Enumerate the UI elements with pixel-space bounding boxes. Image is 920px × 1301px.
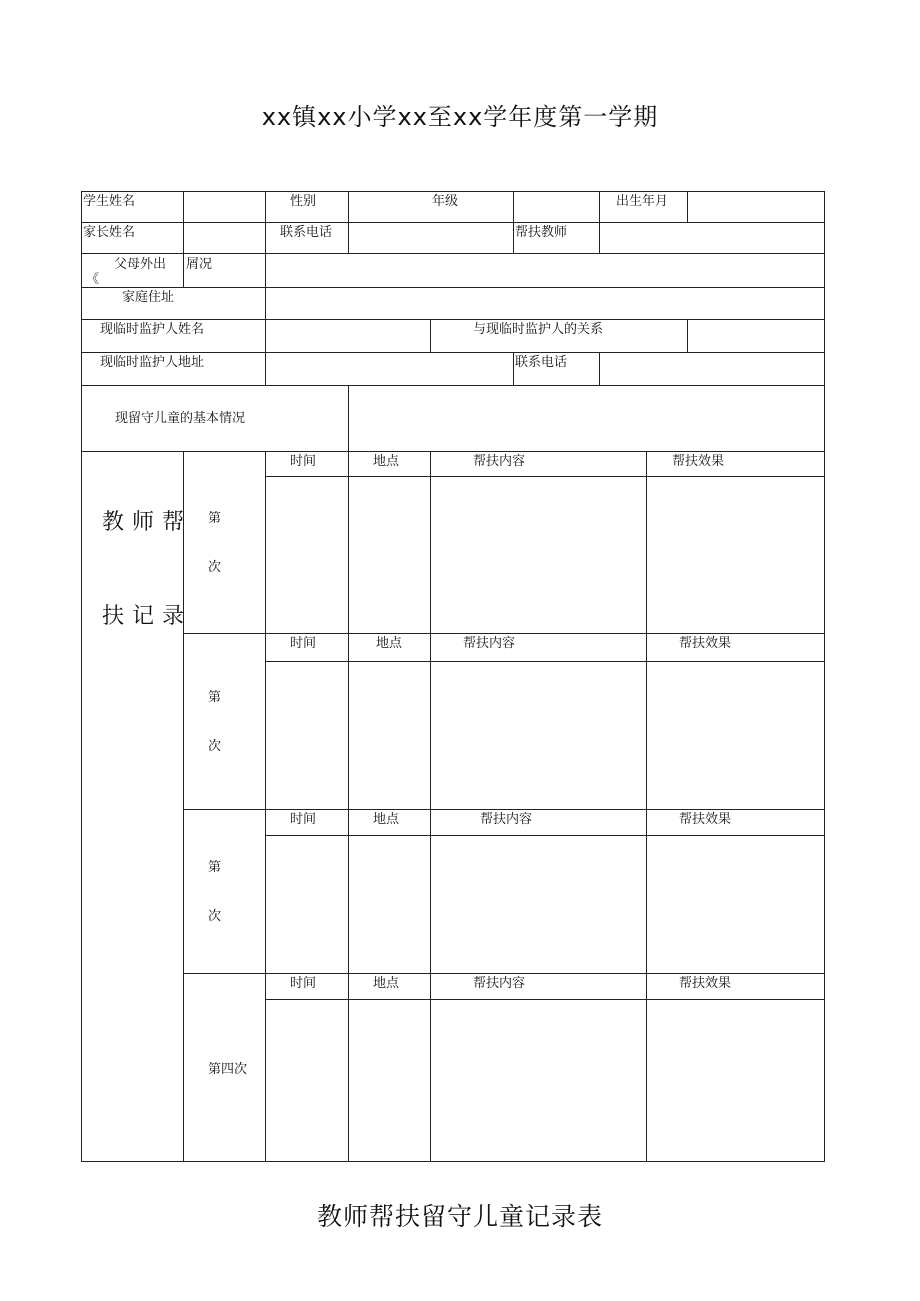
row-line bbox=[183, 809, 825, 810]
col-line bbox=[265, 253, 266, 287]
label-contact-phone-2: 联系电话 bbox=[515, 355, 568, 370]
col-line bbox=[687, 319, 688, 352]
label-situation: 屑况 bbox=[186, 257, 213, 272]
row-line bbox=[81, 451, 825, 452]
label-parents-out: 父母外出 bbox=[114, 257, 167, 272]
header-content: 帮扶内容 bbox=[473, 454, 526, 469]
col-line bbox=[599, 191, 600, 222]
header-effect: 帮扶效果 bbox=[679, 812, 732, 827]
col-line bbox=[348, 191, 349, 222]
label-guardian-name: 现临时监护人姓名 bbox=[100, 322, 205, 337]
header-effect: 帮扶效果 bbox=[679, 976, 732, 991]
label-grade: 年级 bbox=[432, 194, 459, 209]
col-line bbox=[513, 191, 514, 222]
col-line bbox=[183, 253, 184, 287]
row-line bbox=[81, 319, 825, 320]
row-line bbox=[81, 287, 825, 288]
label-gender: 性别 bbox=[290, 194, 317, 209]
row-line bbox=[265, 835, 825, 836]
label-parents-out-mark: 《 bbox=[86, 272, 100, 287]
header-content: 帮扶内容 bbox=[463, 636, 516, 651]
header-effect: 帮扶效果 bbox=[672, 454, 725, 469]
row-line bbox=[81, 385, 825, 386]
session-4-label: 第四次 bbox=[208, 1062, 248, 1077]
col-line bbox=[348, 451, 349, 1162]
header-place: 地点 bbox=[373, 454, 400, 469]
col-line bbox=[183, 222, 184, 253]
row-line bbox=[265, 661, 825, 662]
col-line bbox=[348, 222, 349, 253]
col-line bbox=[265, 191, 266, 222]
col-line bbox=[599, 352, 600, 385]
col-line bbox=[348, 385, 349, 451]
label-birth: 出生年月 bbox=[616, 194, 669, 209]
header-effect: 帮扶效果 bbox=[679, 636, 732, 651]
session-3-ci: 次 bbox=[208, 909, 222, 924]
col-line bbox=[265, 287, 266, 319]
col-line bbox=[430, 451, 431, 1162]
header-time: 时间 bbox=[290, 812, 317, 827]
row-line bbox=[81, 222, 825, 223]
label-basic-status: 现留守儿童的基本情况 bbox=[115, 411, 246, 426]
document-footer-title: 教师帮扶留守儿童记录表 bbox=[316, 1202, 603, 1231]
label-parent-name: 家长姓名 bbox=[83, 225, 136, 240]
label-guardian-address: 现临时监护人地址 bbox=[100, 355, 205, 370]
header-time: 时间 bbox=[290, 976, 317, 991]
session-1-di: 第 bbox=[208, 511, 222, 526]
label-home-address: 家庭住址 bbox=[122, 290, 175, 305]
header-time: 时间 bbox=[290, 454, 317, 469]
record-label-line2: 扶记录 bbox=[102, 604, 193, 629]
row-line bbox=[81, 253, 825, 254]
row-line bbox=[265, 999, 825, 1000]
header-place: 地点 bbox=[373, 976, 400, 991]
header-content: 帮扶内容 bbox=[473, 976, 526, 991]
col-line bbox=[513, 352, 514, 385]
label-guardian-relation: 与现临时监护人的关系 bbox=[473, 322, 604, 337]
col-line bbox=[265, 319, 266, 352]
header-content: 帮扶内容 bbox=[480, 812, 533, 827]
header-place: 地点 bbox=[373, 812, 400, 827]
col-line bbox=[265, 352, 266, 385]
header-place: 地点 bbox=[376, 636, 403, 651]
row-line bbox=[81, 352, 825, 353]
col-line bbox=[646, 451, 647, 1162]
session-1-ci: 次 bbox=[208, 560, 222, 575]
label-student-name: 学生姓名 bbox=[83, 194, 136, 209]
session-3-di: 第 bbox=[208, 860, 222, 875]
record-label-line1: 教师帮 bbox=[102, 510, 193, 535]
session-2-di: 第 bbox=[208, 690, 222, 705]
row-line bbox=[183, 973, 825, 974]
row-line bbox=[265, 476, 825, 477]
session-2-ci: 次 bbox=[208, 739, 222, 754]
label-helper-teacher: 帮扶教师 bbox=[515, 225, 568, 240]
col-line bbox=[687, 191, 688, 222]
col-line bbox=[265, 451, 266, 1162]
document-title: xx镇xx小学xx至xx学年度第一学期 bbox=[261, 103, 659, 131]
label-contact-phone: 联系电话 bbox=[280, 225, 333, 240]
col-line bbox=[430, 319, 431, 352]
header-time: 时间 bbox=[290, 636, 317, 651]
row-line bbox=[183, 633, 825, 634]
col-line bbox=[183, 451, 184, 1162]
col-line bbox=[265, 222, 266, 253]
col-line bbox=[599, 222, 600, 253]
col-line bbox=[183, 191, 184, 222]
col-line bbox=[513, 222, 514, 253]
